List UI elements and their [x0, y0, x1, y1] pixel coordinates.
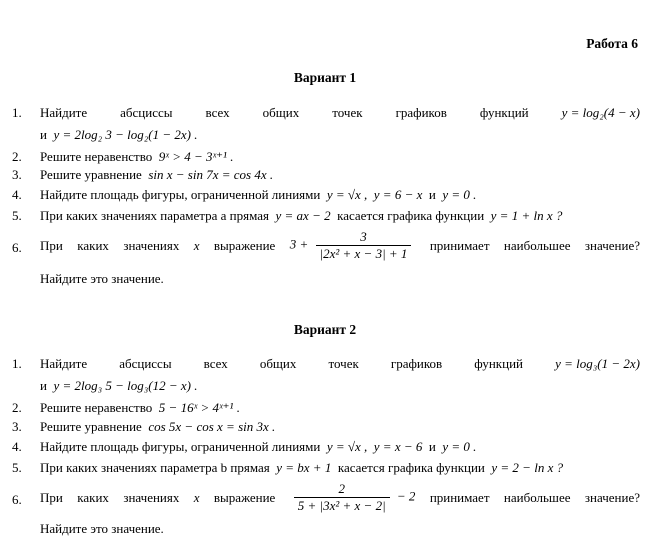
formula-func1: y = log₂(4 − x)	[561, 105, 640, 120]
page-title: Работа 6	[586, 36, 638, 51]
fraction: $\frac{2}{\text{5 + |3x² + x − 2|}}$	[294, 482, 390, 513]
formula-func2: y = 2log₂ 3 − log₂(1 − 2x) .	[53, 127, 198, 142]
formula-expression: 3 + $\frac{3}{\text{|2x² + x − 3| + 1}}$	[290, 230, 416, 261]
task-number: 1.	[12, 105, 22, 120]
variant-2-title: Вариант 2	[293, 322, 357, 337]
formula-expression: $\frac{2}{\text{5 + |3x² + x − 2|}}$ − 2	[290, 482, 416, 513]
formula-inequality: 9ˣ > 4 − 3ˣ⁺¹ .	[158, 149, 234, 164]
variant-1-title: Вариант 1	[293, 70, 357, 85]
formula-equation: sin x − sin 7x = cos 4x .	[148, 167, 274, 182]
fraction: $\frac{3}{\text{|2x² + x − 3| + 1}}$	[316, 230, 412, 261]
